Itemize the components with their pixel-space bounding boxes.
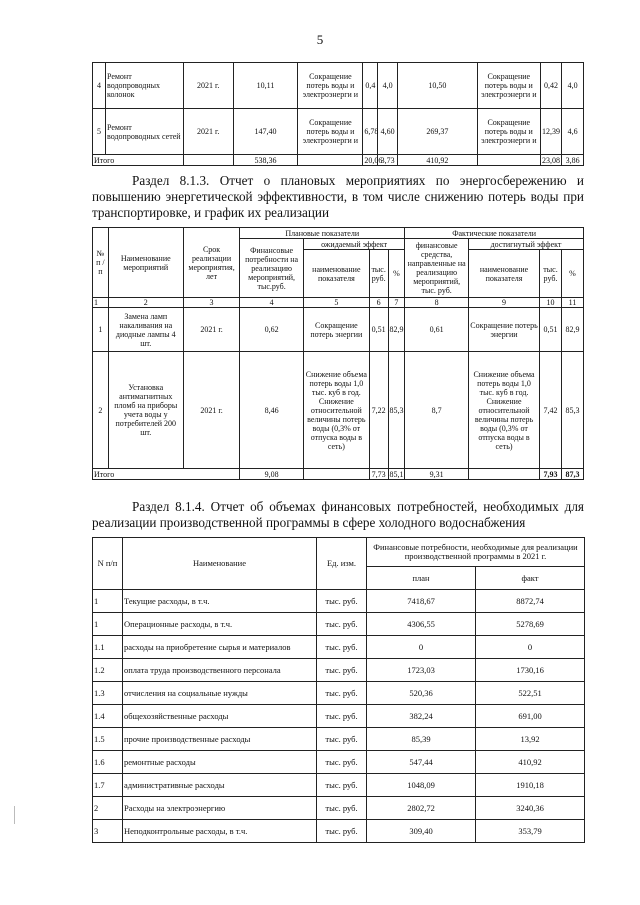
row-unit: тыс. руб. (317, 613, 367, 636)
measure-name: Установка антимагнитных пломб на приборы учета воды у потребителей 200 шт. (108, 352, 183, 469)
fact-effect-pct: 4,6 (562, 109, 584, 155)
section-813-title: Раздел 8.1.3. Отчет о плановых мероприятиях по энергосбережению и повышению энергетической эффективности, в том числе снижению потерь воды при транспортировке, и график их реализации (92, 173, 584, 220)
financial-needs-table (92, 537, 585, 843)
margin-mark (14, 806, 15, 824)
total-fact-rub: 23,08 (541, 155, 560, 165)
column-numbers-row (93, 298, 584, 308)
col-number: 6 (369, 298, 388, 308)
col-number: 2 (108, 298, 183, 308)
row-number: 1.4 (93, 705, 123, 728)
row-name: ремонтные расходы (123, 751, 317, 774)
plan-effect: Снижение объема потерь воды 1,0 тыс. куб в год. Снижение относительной величины потерь воды (0,3% от отпуска воды в сеть) (303, 352, 369, 469)
row-fact: 1730,16 (476, 659, 585, 682)
total-plan-rub: 20,06 (364, 155, 383, 165)
row-unit: тыс. руб. (317, 797, 367, 820)
measure-name: Ремонт водопроводных сетей (105, 109, 183, 155)
plan-effect-rub: 0,51 (369, 308, 388, 352)
col-number: 8 (405, 298, 469, 308)
plan-effect-rub: 6,78 (363, 109, 378, 155)
plan-effect: Сокращение потерь воды и электроэнерги и (298, 63, 363, 109)
header-unit: Ед. изм. (317, 538, 367, 590)
row-unit: тыс. руб. (317, 659, 367, 682)
row-unit: тыс. руб. (317, 820, 367, 843)
plan-financing: 10,11 (233, 63, 298, 109)
row-plan: 382,24 (367, 705, 476, 728)
total-fact-financing: 9,31 (405, 469, 469, 480)
table-row (93, 352, 584, 469)
section-814-title: Раздел 8.1.4. Отчет об объемах финансовых потребностей, необходимых для реализации производственной программы в сфере холодного водоснабжения (92, 499, 584, 530)
header-fact: факт (476, 567, 585, 590)
header-rub-fact: тыс. руб. (540, 250, 562, 298)
col-number: 5 (303, 298, 369, 308)
row-fact: 410,92 (476, 751, 585, 774)
row-name: Расходы на электроэнергию (123, 797, 317, 820)
table-row (93, 636, 585, 659)
col-number: 11 (561, 298, 583, 308)
col-number: 9 (469, 298, 540, 308)
row-plan: 7418,67 (367, 590, 476, 613)
row-name: расходы на приобретение сырья и материалов (123, 636, 317, 659)
row-unit: тыс. руб. (317, 705, 367, 728)
fact-financing: 269,37 (397, 109, 477, 155)
header-pct-fact: % (561, 250, 583, 298)
row-fact: 691,00 (476, 705, 585, 728)
row-unit: тыс. руб. (317, 682, 367, 705)
fact-financing: 8,7 (405, 352, 469, 469)
row-unit: тыс. руб. (317, 751, 367, 774)
total-fact-rub: 7,93 (540, 469, 562, 480)
table-row (93, 109, 584, 155)
header-financial-needs: Финансовые потребности, необходимые для реализации производственной программы в 2021 г. (367, 538, 585, 567)
header-expected-effect: ожидаемый эффект (303, 239, 404, 250)
fact-effect: Сокращение потерь энергии (469, 308, 540, 352)
row-name: административные расходы (123, 774, 317, 797)
total-label: Итого (93, 155, 184, 166)
row-number: 5 (93, 109, 106, 155)
table-row (93, 797, 585, 820)
table-row (93, 308, 584, 352)
fact-effect-rub: 12,39 (540, 109, 562, 155)
header-name: Наименование (123, 538, 317, 590)
table-row (93, 613, 585, 636)
plan-effect: Сокращение потерь воды и электроэнерги и (298, 109, 363, 155)
fact-effect-pct: 4,0 (562, 63, 584, 109)
row-number: 1.3 (93, 682, 123, 705)
fact-effect: Снижение объема потерь воды 1,0 тыс. куб в год. Снижение относительной величины потерь воды (0,3% от отпуска воды в сеть) (469, 352, 540, 469)
row-number: 4 (93, 63, 106, 109)
row-fact: 0 (476, 636, 585, 659)
header-fact: Фактические показатели (405, 228, 584, 239)
total-row (93, 469, 584, 480)
row-plan: 547,44 (367, 751, 476, 774)
row-name: отчисления на социальные нужды (123, 682, 317, 705)
row-number: 2 (93, 352, 109, 469)
total-fact-financing: 410,92 (397, 155, 477, 166)
fact-financing: 10,50 (397, 63, 477, 109)
row-plan: 85,39 (367, 728, 476, 751)
row-unit: тыс. руб. (317, 774, 367, 797)
row-number: 3 (93, 820, 123, 843)
measure-term: 2021 г. (183, 352, 239, 469)
row-number: 2 (93, 797, 123, 820)
fact-effect-pct: 85,3 (561, 352, 583, 469)
row-number: 1 (93, 308, 109, 352)
col-number: 10 (540, 298, 562, 308)
row-fact: 13,92 (476, 728, 585, 751)
energy-saving-table (92, 227, 584, 480)
header-pct: % (388, 250, 405, 298)
row-plan: 0 (367, 636, 476, 659)
header-no: № п / п (93, 228, 109, 298)
row-plan: 309,40 (367, 820, 476, 843)
fact-effect: Сокращение потерь воды и электроэнерги и (477, 63, 540, 109)
row-number: 1.1 (93, 636, 123, 659)
plan-effect-pct: 85,3 (388, 352, 405, 469)
plan-effect-pct: 4,0 (378, 63, 397, 109)
total-plan-financing: 538,36 (233, 155, 298, 166)
total-label: Итого (93, 469, 240, 480)
measure-year: 2021 г. (183, 63, 233, 109)
header-indicator-name: наименование показателя (303, 250, 369, 298)
table-row (93, 705, 585, 728)
row-number: 1.6 (93, 751, 123, 774)
fact-financing: 0,61 (405, 308, 469, 352)
row-unit: тыс. руб. (317, 728, 367, 751)
row-unit: тыс. руб. (317, 590, 367, 613)
row-number: 1 (93, 613, 123, 636)
total-plan-pct: 85,1 (389, 469, 404, 479)
row-name: оплата труда производственного персонала (123, 659, 317, 682)
plan-financing: 8,46 (240, 352, 304, 469)
row-fact: 3240,36 (476, 797, 585, 820)
col-number: 7 (388, 298, 405, 308)
total-plan-pct: 3,73 (378, 155, 397, 166)
total-fact-pct: 3,86 (562, 155, 584, 166)
row-plan: 1048,09 (367, 774, 476, 797)
measure-year: 2021 г. (183, 109, 233, 155)
total-plan-rub: 7,73 (369, 469, 388, 480)
plan-effect-rub: 7,22 (369, 352, 388, 469)
measures-continuation-table (92, 62, 584, 166)
table-row (93, 682, 585, 705)
col-number: 1 (93, 298, 109, 308)
header-rub: тыс. руб. (369, 250, 388, 298)
fact-effect-pct: 82,9 (561, 308, 583, 352)
header-plan-financing: Финансовые потребности на реализацию мероприятий, тыс.руб. (240, 239, 304, 298)
table-row (93, 63, 584, 109)
table-row (93, 590, 585, 613)
header-plan: план (367, 567, 476, 590)
measure-name: Замена ламп накаливания на диодные лампы 4 шт. (108, 308, 183, 352)
measure-term: 2021 г. (183, 308, 239, 352)
row-plan: 1723,03 (367, 659, 476, 682)
header-plan: Плановые показатели (240, 228, 405, 239)
col-number: 4 (240, 298, 304, 308)
header-term: Срок реализации мероприятия, лет (183, 228, 239, 298)
fact-effect: Сокращение потерь воды и электроэнерги и (477, 109, 540, 155)
fact-effect-rub: 0,51 (540, 308, 562, 352)
table-row (93, 820, 585, 843)
row-number: 1 (93, 590, 123, 613)
header-achieved-effect: достигнутый эффект (469, 239, 584, 250)
row-plan: 520,36 (367, 682, 476, 705)
plan-effect-rub: 0,4 (363, 63, 378, 109)
row-unit: тыс. руб. (317, 636, 367, 659)
row-number: 1.2 (93, 659, 123, 682)
row-name: Текущие расходы, в т.ч. (123, 590, 317, 613)
row-fact: 8872,74 (476, 590, 585, 613)
col-number: 3 (183, 298, 239, 308)
row-fact: 1910,18 (476, 774, 585, 797)
header-name: Наименование мероприятий (108, 228, 183, 298)
total-fact-pct: 87,3 (561, 469, 583, 480)
plan-financing: 147,40 (233, 109, 298, 155)
header-fact-financing: финансовые средства, направленные на реализацию мероприятий, тыс. руб. (405, 239, 469, 298)
plan-effect-pct: 4,60 (378, 109, 397, 155)
table-row (93, 659, 585, 682)
header-indicator-name-fact: наименование показателя (469, 250, 540, 298)
header-no: N п/п (93, 538, 123, 590)
plan-effect-pct: 82,9 (388, 308, 405, 352)
row-name: прочие производственные расходы (123, 728, 317, 751)
plan-effect: Сокращение потерь энергии (303, 308, 369, 352)
row-plan: 2802,72 (367, 797, 476, 820)
row-name: Операционные расходы, в т.ч. (123, 613, 317, 636)
total-plan-financing: 9,08 (240, 469, 304, 480)
row-name: Неподконтрольные расходы, в т.ч. (123, 820, 317, 843)
fact-effect-rub: 0,42 (540, 63, 562, 109)
measure-name: Ремонт водопроводных колонок (105, 63, 183, 109)
row-number: 1.5 (93, 728, 123, 751)
row-number: 1.7 (93, 774, 123, 797)
total-row (93, 155, 584, 166)
plan-financing: 0,62 (240, 308, 304, 352)
row-fact: 522,51 (476, 682, 585, 705)
page-number: 5 (316, 32, 324, 47)
table-row (93, 774, 585, 797)
table-row (93, 728, 585, 751)
row-fact: 5278,69 (476, 613, 585, 636)
fact-effect-rub: 7,42 (540, 352, 562, 469)
row-plan: 4306,55 (367, 613, 476, 636)
row-fact: 353,79 (476, 820, 585, 843)
table-row (93, 751, 585, 774)
row-name: общехозяйственные расходы (123, 705, 317, 728)
